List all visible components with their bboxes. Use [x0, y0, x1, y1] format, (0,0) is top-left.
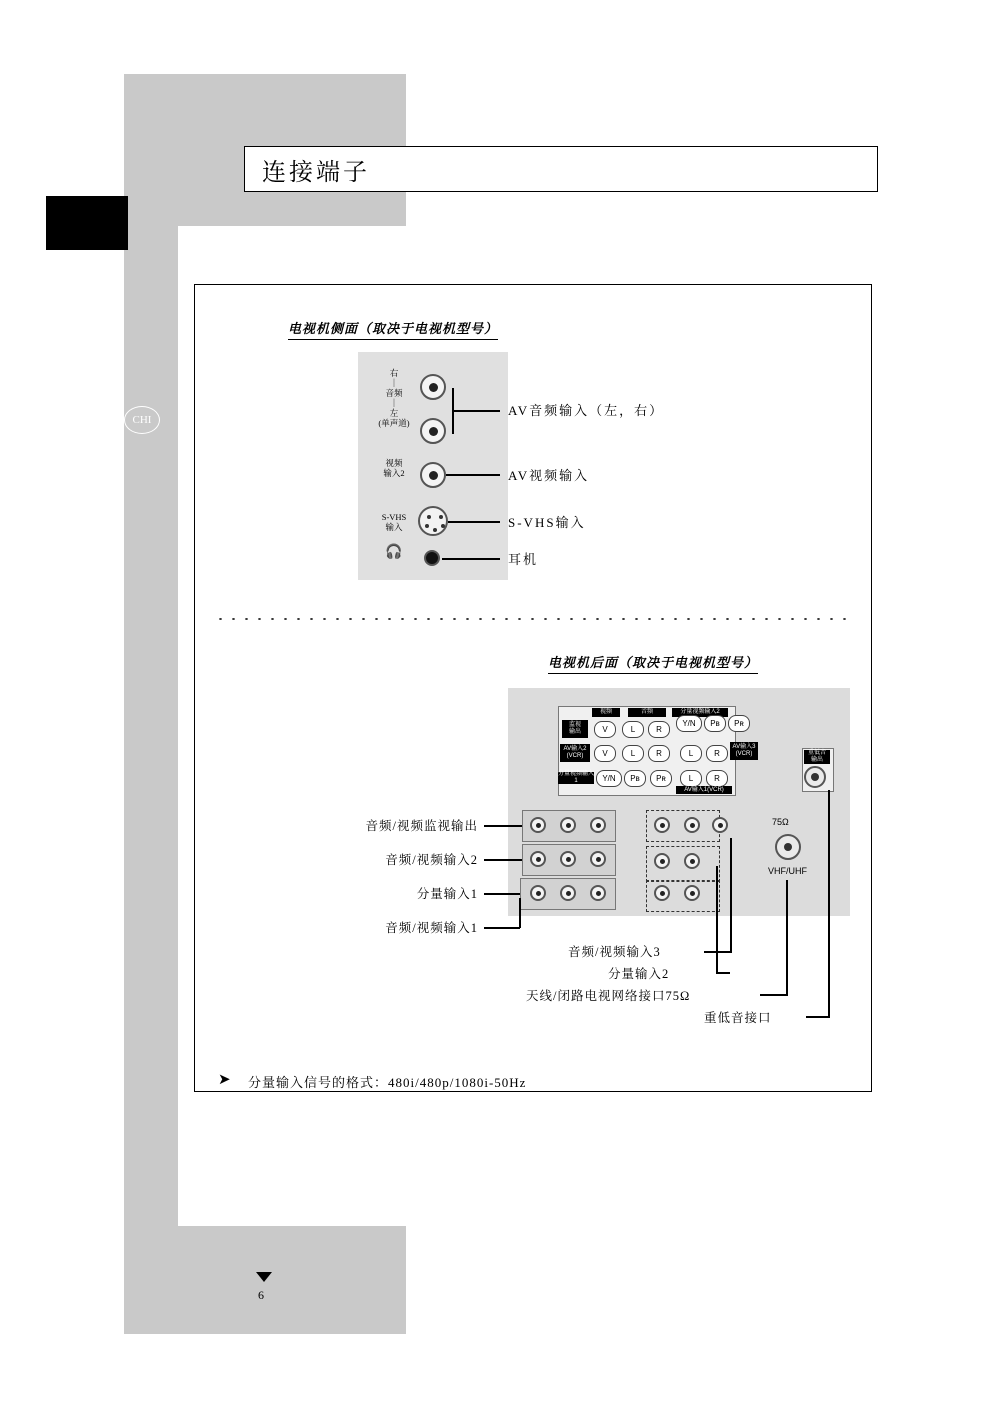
- rear-pill-video-monitor: V: [594, 721, 616, 738]
- language-tab-label: CHI: [124, 406, 160, 434]
- side-label-audio: 右 ｜ 音频 ｜ 左 (单声道): [378, 368, 410, 428]
- rear-callout-component-in2: 分量输入2: [608, 967, 670, 981]
- side-jack-audio-right: [420, 374, 446, 400]
- rear-pill-left-monitor: L: [622, 721, 644, 738]
- side-jack-headphone: [424, 550, 440, 566]
- rear-pill-yn-comp1: Y/N: [596, 770, 622, 787]
- leader-line: [704, 951, 732, 953]
- side-label-svhs: S-VHS 输入: [381, 512, 407, 532]
- leader-line: [730, 838, 732, 952]
- side-callout-av-video: AV视频输入: [508, 468, 590, 483]
- leader-line: [786, 880, 788, 996]
- side-section-heading: 电视机侧面（取决于电视机型号）: [288, 318, 498, 340]
- rear-antenna-type-label: VHF/UHF: [768, 866, 807, 876]
- rear-row-label-component1: 分量视频输入1: [558, 771, 595, 784]
- rear-jack: [560, 817, 576, 833]
- rear-jack: [684, 885, 700, 901]
- rear-jack: [684, 817, 700, 833]
- rear-pill-pb-comp2: Pʙ: [704, 715, 726, 732]
- rear-callout-av-monitor-out: 音频/视频监视输出: [365, 819, 478, 833]
- rear-callout-av-in3: 音频/视频输入3: [568, 945, 661, 959]
- leader-line: [446, 474, 500, 476]
- rear-jack: [654, 853, 670, 869]
- side-callout-svhs: S-VHS输入: [508, 515, 586, 530]
- rear-pill-pr-comp2: Pʀ: [728, 715, 750, 732]
- rear-pill-left-av2: L: [622, 745, 644, 762]
- leader-line: [452, 410, 500, 412]
- rear-pill-left-av3: L: [680, 745, 702, 762]
- rear-callout-component-in1: 分量输入1: [416, 887, 478, 901]
- side-label-video2: 视频 输入2: [383, 458, 405, 478]
- language-tab: [46, 196, 152, 426]
- rear-subwoofer-jack: [804, 766, 826, 788]
- rear-subwoofer-label: 重低音 输出: [804, 750, 830, 764]
- note-marker: ➤: [218, 1072, 231, 1088]
- side-callout-headphone: 耳机: [508, 552, 539, 567]
- page-title: 连接端子: [262, 160, 370, 186]
- rear-jack: [590, 851, 606, 867]
- rear-pill-yn-comp2: Y/N: [676, 715, 702, 732]
- rear-jack: [654, 885, 670, 901]
- leader-line: [716, 972, 730, 974]
- leader-line: [484, 825, 522, 827]
- rear-col-header-video: 视频: [592, 708, 620, 717]
- rear-jack: [654, 817, 670, 833]
- rear-jack: [684, 853, 700, 869]
- leader-line: [448, 521, 500, 523]
- note-text: 分量输入信号的格式：480i/480p/1080i-50Hz: [248, 1075, 527, 1090]
- side-jack-audio-left: [420, 418, 446, 444]
- rear-jack: [560, 851, 576, 867]
- rear-callout-av-in1: 音频/视频输入1: [385, 921, 478, 935]
- page-number: 6: [258, 1288, 264, 1302]
- rear-col-header-component2: 分量视频输入2: [672, 708, 728, 717]
- leader-line: [442, 558, 500, 560]
- rear-section-heading: 电视机后面（取决于电视机型号）: [548, 652, 758, 674]
- rear-jack: [590, 885, 606, 901]
- rear-jack: [590, 817, 606, 833]
- side-jack-video2: [420, 462, 446, 488]
- rear-pill-pb-comp1: Pʙ: [624, 770, 646, 787]
- leader-line: [828, 790, 830, 1018]
- page-number-marker: [256, 1272, 272, 1282]
- rear-jack: [530, 885, 546, 901]
- rear-pill-right-av3: R: [706, 745, 728, 762]
- rear-jack: [712, 817, 728, 833]
- rear-row-label-av2: AV输入2 (VCR): [560, 744, 590, 762]
- rear-pill-pr-comp1: Pʀ: [650, 770, 672, 787]
- rear-row-label-av1: AV输入1(VCR): [676, 786, 732, 794]
- rear-jack: [530, 817, 546, 833]
- rear-callout-antenna: 天线/闭路电视网络接口75Ω: [526, 989, 691, 1003]
- rear-callout-subwoofer: 重低音接口: [704, 1011, 772, 1025]
- side-callout-av-audio: AV音频输入（左，右）: [508, 403, 665, 418]
- rear-pill-left-av1: L: [680, 770, 702, 787]
- leader-line: [806, 1016, 830, 1018]
- rear-pill-video-av2: V: [594, 745, 616, 762]
- rear-row-label-monitor-out: 监视 输出: [562, 720, 588, 738]
- rear-jack: [530, 851, 546, 867]
- headphone-icon: 🎧: [385, 545, 403, 560]
- leader-line: [484, 893, 520, 895]
- leader-line: [519, 898, 521, 928]
- rear-callout-av-in2: 音频/视频输入2: [385, 853, 478, 867]
- leader-line: [484, 927, 520, 929]
- rear-antenna-impedance: 75Ω: [772, 817, 789, 827]
- leader-line: [484, 859, 522, 861]
- rear-pill-right-av1: R: [706, 770, 728, 787]
- side-jack-svhs: [418, 506, 448, 536]
- rear-pill-right-monitor: R: [648, 721, 670, 738]
- leader-line: [760, 994, 788, 996]
- rear-col-header-audio: 音频: [628, 708, 666, 717]
- rear-pill-right-av2: R: [648, 745, 670, 762]
- rear-row-label-av3: AV输入3 (VCR): [730, 742, 758, 760]
- rear-jack: [560, 885, 576, 901]
- section-divider: [214, 616, 850, 622]
- rear-antenna-jack: [775, 834, 801, 860]
- leader-line: [716, 866, 718, 974]
